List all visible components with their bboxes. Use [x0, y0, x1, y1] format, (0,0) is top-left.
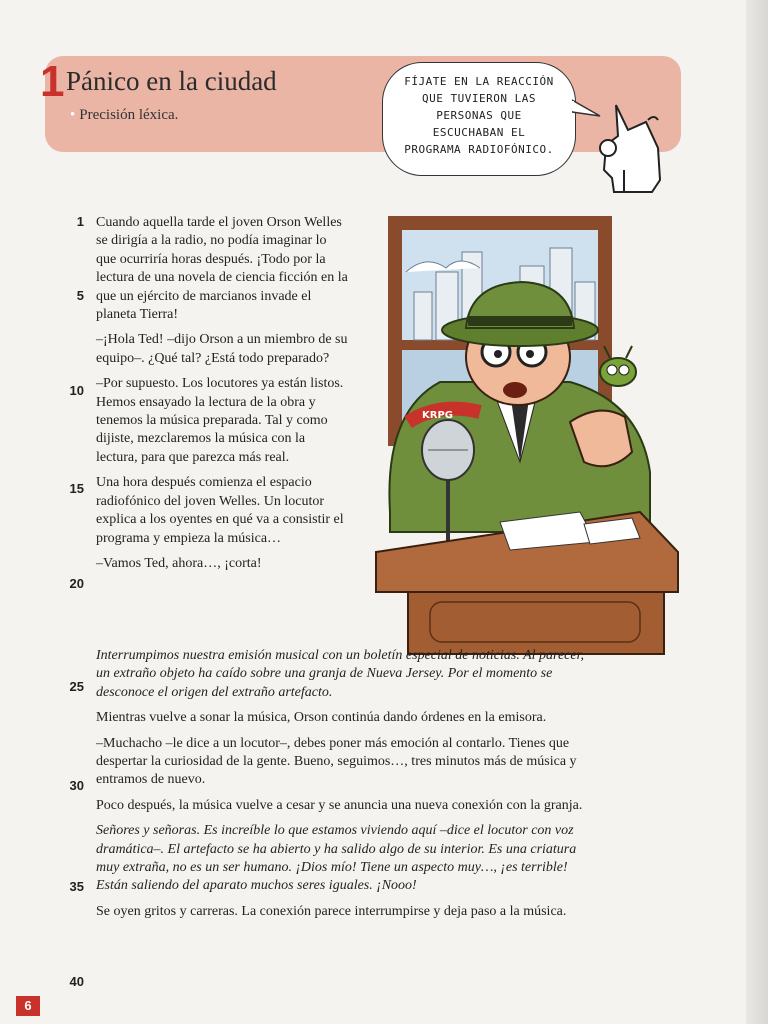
story-column-wide: [96, 647, 596, 928]
line-number: 35: [69, 879, 84, 894]
paragraph: –Vamos Ted, ahora…, ¡corta!: [96, 555, 262, 571]
subtitle: [70, 107, 178, 124]
paragraph: –Por supuesto. Los locutores ya están listos. Hemos ensayado la lectura de la obra y tenemos la música preparada. Tal y como dijiste, mezclaremos la música con la lectura, para que parezca más real.: [96, 376, 344, 465]
page-edge: [746, 0, 768, 1024]
mascot-icon: [596, 100, 666, 195]
bubble-line: PROGRAMA RADIOFÓNICO.: [404, 143, 554, 156]
line-number: 20: [69, 576, 84, 591]
radio-bulletin: Señores y señoras. Es increíble lo que estamos viviendo aquí –dice el locutor con voz dramática–. El artefacto se ha abierto y ha salido algo de su interior. Es una criatura muy extraña, no es un ser humano. ¡Dios mío! Tiene un aspecto muy…, ¡es terrible! Están saliendo del aparato muchos seres iguales. ¡Nooo!: [96, 823, 577, 894]
radio-announcer-illustration: [370, 212, 682, 660]
line-number: 10: [69, 383, 84, 398]
line-number: 25: [69, 679, 84, 694]
paragraph: Se oyen gritos y carreras. La conexión parece interrumpirse y deja paso a la música.: [96, 903, 567, 919]
line-number: 15: [69, 481, 84, 496]
page-title: Pánico en la ciudad: [66, 66, 277, 96]
bubble-line: QUE TUVIERON LAS: [422, 92, 536, 105]
subtitle-text: Precisión léxica.: [79, 107, 179, 123]
line-number: 30: [69, 778, 84, 793]
radio-bulletin: Interrumpimos nuestra emisión musical con un boletín especial de noticias. Al parecer, un extraño objeto ha caído sobre una granja de Nueva Jersey. Por el momento se desconoce el origen del extraño artefacto.: [96, 648, 584, 700]
paragraph: –¡Hola Ted! –dijo Orson a un miembro de su equipo–. ¿Qué tal? ¿Está todo preparado?: [96, 332, 348, 366]
paragraph: Mientras vuelve a sonar la música, Orson continúa dando órdenes en la emisora.: [96, 710, 547, 726]
bubble-line: FÍJATE EN LA REACCIÓN: [404, 75, 554, 88]
page-number: 6: [16, 996, 40, 1016]
paragraph: –Muchacho –le dice a un locutor–, debes poner más emoción al contarlo. Tienes que despertar la curiosidad de la gente. Bueno, seguimos…, tres minutos más de música y entramos de nuevo.: [96, 735, 577, 788]
line-number: 40: [69, 974, 84, 989]
speech-bubble: [382, 62, 576, 176]
bubble-line: ESCUCHABAN EL: [432, 126, 526, 139]
bubble-line: PERSONAS QUE: [436, 109, 522, 122]
line-number: 1: [76, 214, 84, 229]
paragraph: Una hora después comienza el espacio radiofónico del joven Welles. Un locutor explica a los oyentes en qué va a consistir el programa y empieza la música…: [96, 475, 344, 546]
story-column-narrow: [96, 214, 350, 580]
paragraph: Poco después, la música vuelve a cesar y se anuncia una nueva conexión con la granja.: [96, 797, 583, 813]
bullet-icon: •: [70, 107, 76, 123]
unit-number: 1: [40, 57, 65, 106]
paragraph: Cuando aquella tarde el joven Orson Welles se dirigía a la radio, no podía imaginar lo que ocurriría horas después. ¡Todo por la lectura de una novela de ciencia ficción en la que un ejército de marcianos invade el planeta Tierra!: [96, 215, 348, 323]
mic-label: KRPG: [422, 410, 453, 421]
line-number: 5: [76, 288, 84, 303]
